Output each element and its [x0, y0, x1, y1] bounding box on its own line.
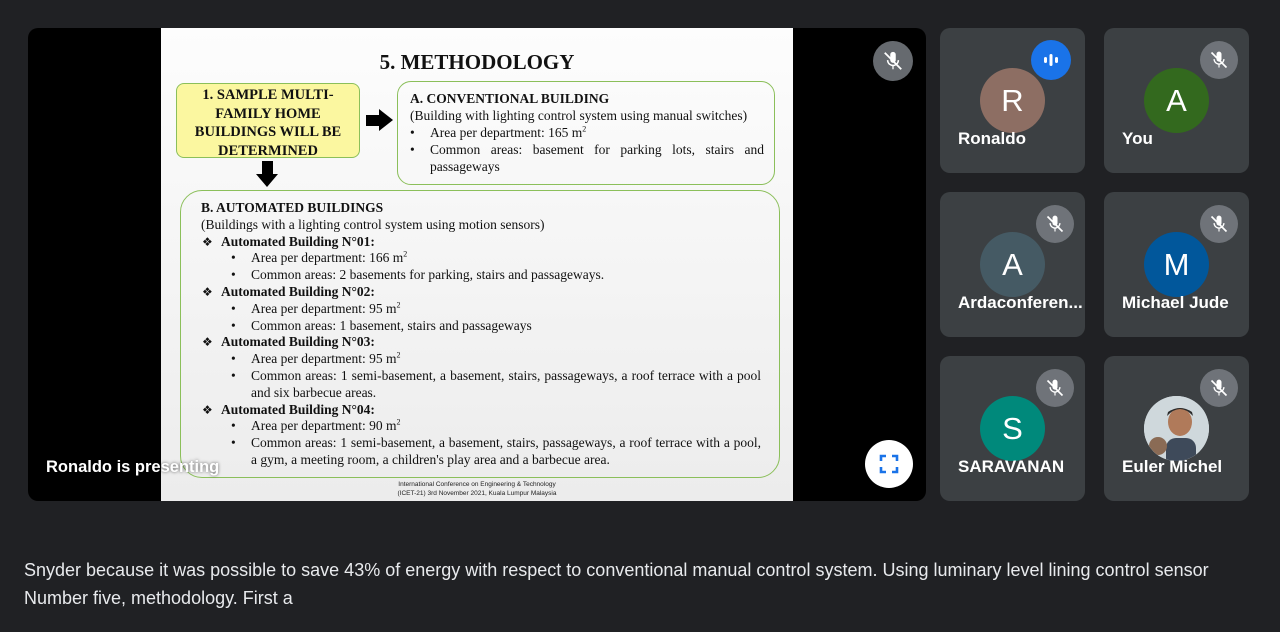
- building-heading: ❖ Automated Building N°03:: [202, 334, 375, 350]
- building-common-item: • Common areas: 1 basement, stairs and passageways: [231, 317, 532, 333]
- building-area-item: • Area per department: 166 $m^2$: [231, 249, 408, 266]
- participant-tile-you[interactable]: [1104, 28, 1249, 173]
- mic-off-icon: [1200, 369, 1238, 407]
- sample-box: [176, 83, 360, 158]
- participant-name: Ardaconferen...: [958, 293, 1083, 312]
- mic-off-icon: [1036, 205, 1074, 243]
- participant-name: Euler Michel: [1122, 457, 1223, 476]
- audio-level-icon: [1031, 40, 1071, 80]
- participant-tile-euler-michel[interactable]: [1104, 356, 1249, 501]
- sample-box-line: FAMILY HOME: [215, 105, 321, 122]
- sample-box-line: 1. SAMPLE MULTI-: [202, 87, 334, 103]
- conventional-area-item: • Area per department: 165 $m^2$: [410, 124, 587, 140]
- participant-tile-saravanan[interactable]: [940, 356, 1085, 501]
- presentation-stage: [28, 28, 926, 501]
- participant-name: Michael Jude: [1122, 293, 1229, 312]
- automated-buildings-box: [180, 190, 780, 478]
- participant-tile-michael-jude[interactable]: [1104, 192, 1249, 337]
- conventional-common-item: • Common areas: basement for parking lots, stairs and passageways: [410, 142, 764, 174]
- conventional-common: Common areas: basement for parking lots, stairs and passageways: [430, 142, 764, 174]
- caption-line: Number five, methodology. First a: [24, 588, 293, 608]
- footer-line: (ICET-21) 3rd November 2021, Kuala Lumpur Malaysia: [397, 490, 557, 497]
- avatar-photo: [1144, 396, 1209, 461]
- automated-title: B. AUTOMATED BUILDINGS: [201, 200, 384, 215]
- conventional-area: Area per department: 165 m: [430, 125, 583, 140]
- sample-box-line: DETERMINED: [218, 142, 318, 159]
- building-common-item: • Common areas: 2 basements for parking, stairs and passageways.: [231, 267, 605, 283]
- building-common-item: • Common areas: 1 semi-basement, a basement, stairs, passageways, a roof terrace with a pool and six barbecue areas.: [231, 367, 761, 400]
- participant-tile-ronaldo[interactable]: [940, 28, 1085, 173]
- fullscreen-icon: [877, 452, 901, 476]
- building-area-item: • Area per department: 95 $m^2$: [231, 350, 401, 367]
- building-common-item: • Common areas: 1 semi-basement, a basement, stairs, passageways, a roof terrace with a pool, a gym, a meeting room, a children's play area and a barbecue area.: [231, 435, 761, 467]
- automated-subtitle: (Buildings with a lighting control system using motion sensors): [201, 216, 545, 232]
- avatar: M: [1144, 232, 1209, 297]
- avatar: A: [980, 232, 1045, 297]
- live-captions: [24, 556, 1244, 612]
- footer-line: International Conference on Engineering & Technology: [398, 481, 556, 488]
- sample-box-line: BUILDINGS WILL BE: [194, 124, 342, 140]
- fullscreen-button[interactable]: [865, 440, 913, 488]
- building-area-item: • Area per department: 90 $m^2$: [231, 417, 401, 434]
- avatar: S: [980, 396, 1045, 461]
- conventional-title: A. CONVENTIONAL BUILDING: [410, 91, 610, 106]
- avatar: R: [980, 68, 1045, 133]
- participant-tile-ardaconference[interactable]: [940, 192, 1085, 337]
- building-heading: ❖ Automated Building N°01:: [202, 233, 375, 249]
- avatar: A: [1144, 68, 1209, 133]
- building-heading: ❖ Automated Building N°02:: [202, 283, 375, 299]
- building-heading: ❖ Automated Building N°04:: [202, 401, 375, 417]
- mic-off-icon: [1200, 205, 1238, 243]
- conventional-building-box: [397, 81, 775, 185]
- slide-footer: [161, 480, 793, 498]
- mic-off-icon: [873, 41, 913, 81]
- participant-name: Ronaldo: [958, 129, 1026, 148]
- area-exponent: 2: [582, 124, 587, 134]
- caption-line: Snyder because it was possible to save 43% of energy with respect to conventional manual control system. Using luminary level lining control sensor: [24, 560, 1209, 580]
- mic-off-icon: [1200, 41, 1238, 79]
- presenter-label: Ronaldo is presenting: [46, 458, 220, 476]
- building-area-item: • Area per department: 95 $m^2$: [231, 300, 401, 316]
- mic-off-icon: [1036, 369, 1074, 407]
- participant-name: You: [1122, 129, 1153, 148]
- presentation-slide: [161, 28, 793, 501]
- participant-name: SARAVANAN: [958, 457, 1065, 476]
- conventional-subtitle: (Building with lighting control system using manual switches): [410, 108, 748, 123]
- slide-title: 5. METHODOLOGY: [379, 50, 575, 74]
